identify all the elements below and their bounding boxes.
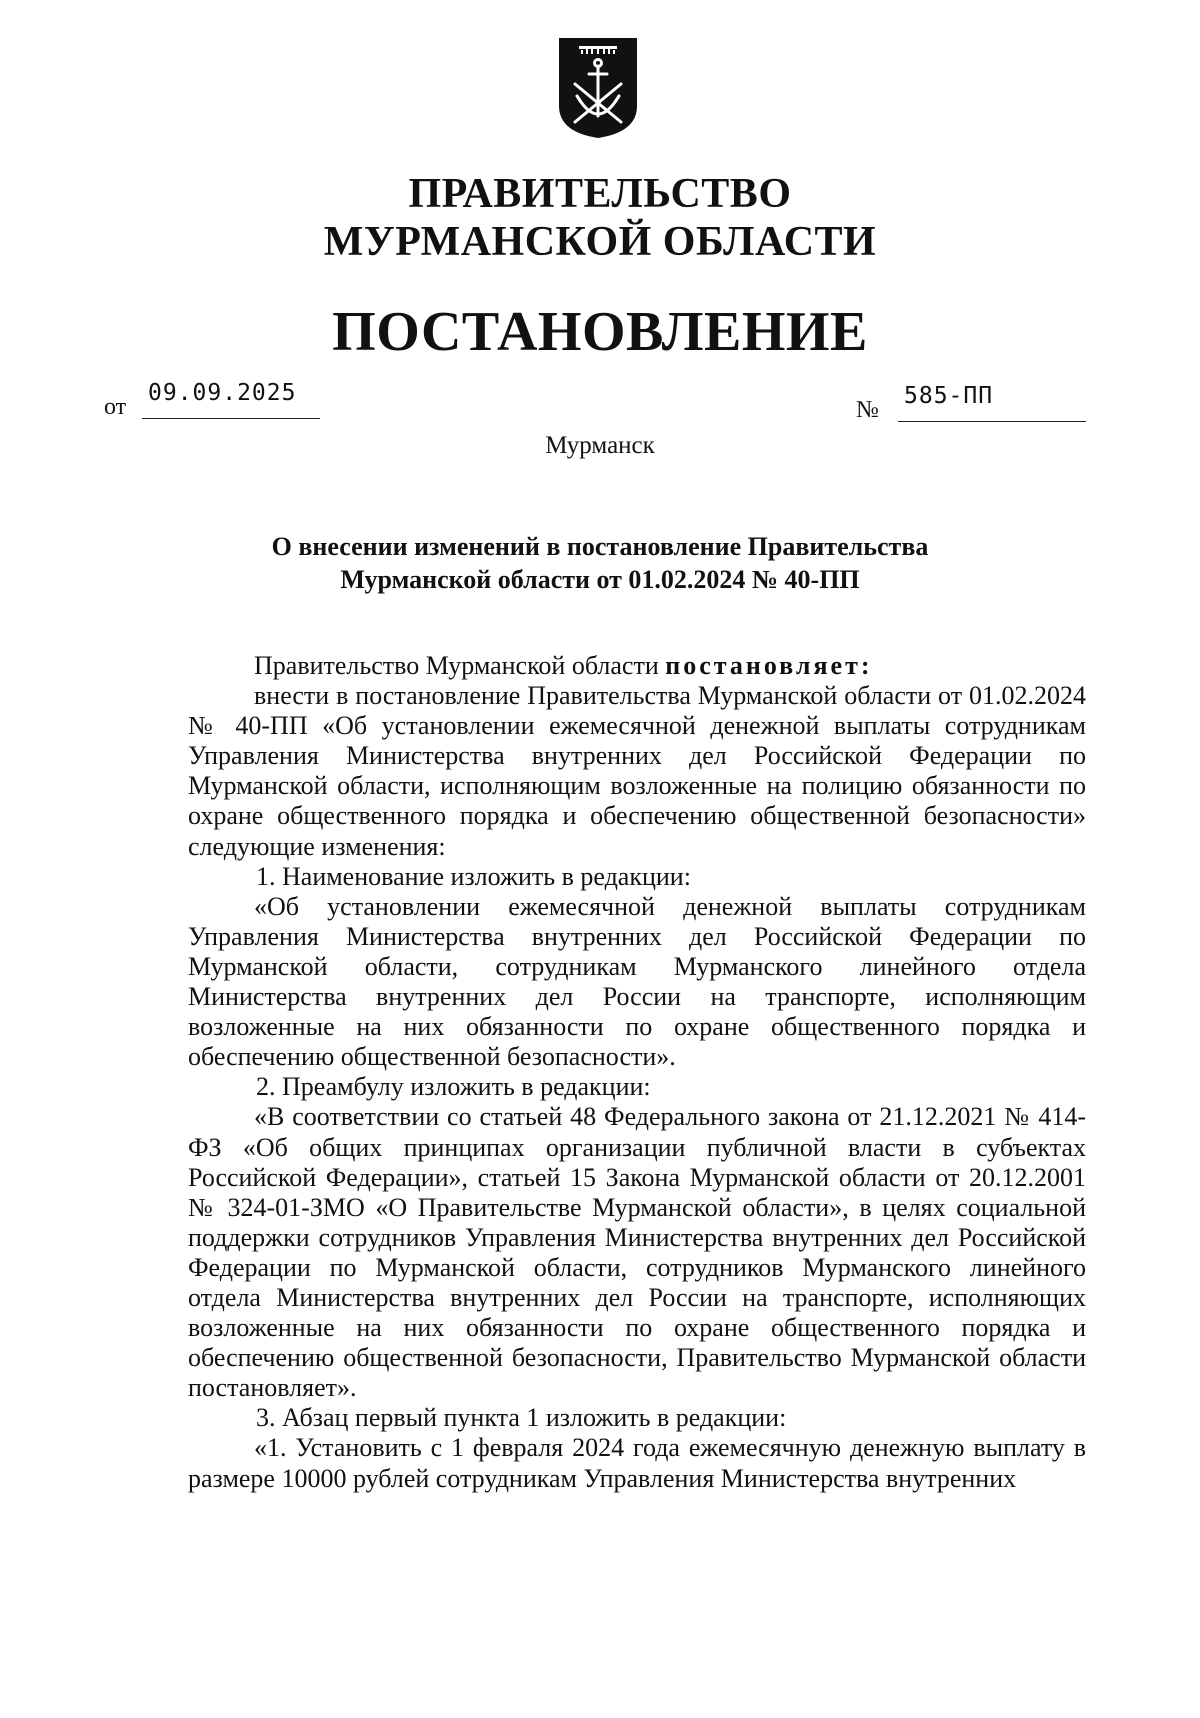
item-3-text: «1. Установить с 1 февраля 2024 года ежемесячную денежную выплату в размере 10000 рублей сотрудникам Управления Министерства внутренних: [188, 1433, 1086, 1493]
subject-line1: О внесении изменений в постановление Правительства: [271, 532, 929, 561]
item-2-heading: 2. Преамбулу изложить в редакции:: [256, 1072, 651, 1102]
document-type-title: ПОСТАНОВЛЕНИЕ: [332, 301, 868, 363]
paragraph-main: внести в постановление Правительства Мурманской области от 01.02.2024 № 40-ПП «Об установлении ежемесячной денежной выплаты сотрудникам Управления Министерства внутренних дел Российской Федерации по Мурманской области, исполняющим возложенные на полицию обязанности по охране общественного порядка и обеспечению общественной безопасности» следующие изменения:: [188, 681, 1086, 861]
date-prefix: от: [104, 394, 127, 420]
number-prefix: №: [856, 397, 879, 423]
number-underline: [898, 421, 1086, 422]
date-underline: [142, 418, 320, 419]
document-subject: [0, 530, 1200, 596]
number-value: 585-ПП: [904, 383, 994, 409]
subject-line2: Мурманской области от 01.02.2024 № 40-ПП: [340, 565, 860, 594]
document-body: [188, 651, 1086, 1494]
date-value: 09.09.2025: [148, 380, 297, 406]
item-1-text: «Об установлении ежемесячной денежной выплаты сотрудникам Управления Министерства внутренних дел Российской Федерации по Мурманской области, сотрудникам Мурманского линейного отдела Министерства внутренних дел России на транспорте, исполняющим возложенные на них обязанности по охране общественного порядка и обеспечению общественной безопасности».: [188, 891, 1086, 1072]
intro-resolves: постановляет:: [665, 651, 873, 680]
intro-paragraph: [188, 651, 1086, 681]
org-name-line2: МУРМАНСКОЙ ОБЛАСТИ: [323, 219, 877, 265]
item-1-heading: 1. Наименование изложить в редакции:: [256, 861, 691, 891]
intro-text: Правительство Мурманской области: [254, 651, 666, 680]
item-2-text: «В соответствии со статьей 48 Федерального закона от 21.12.2021 № 414-ФЗ «Об общих принципах организации публичной власти в субъектах Российской Федерации», статьей 15 Закона Мурманской области от 20.12.2001 № 324-01-ЗМО «О Правительстве Мурманской области», в целях социальной поддержки сотрудников Управления Министерства внутренних дел Российской Федерации по Мурманской области, сотрудников Мурманского линейного отдела Министерства внутренних дел России на транспорте, исполняющих возложенные на них обязанности по охране общественного порядка и обеспечению общественной безопасности, Правительство Мурманской области постановляет».: [188, 1102, 1086, 1403]
org-name-line1: ПРАВИТЕЛЬСТВО: [408, 171, 792, 217]
murmansk-region-coat-of-arms-icon: [557, 36, 639, 140]
city-name: Мурманск: [545, 432, 655, 459]
item-3-heading: 3. Абзац первый пункта 1 изложить в редакции:: [256, 1403, 787, 1433]
